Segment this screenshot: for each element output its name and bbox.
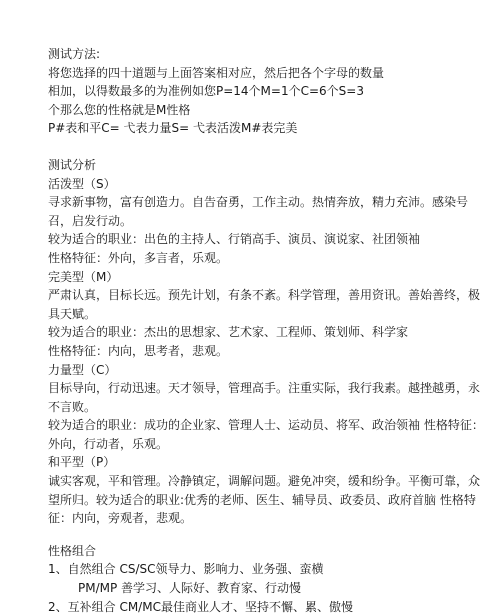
type-career-c: 较为适合的职业：成功的企业家、管理人士、运动员、将军、政治领袖 性格特征：外向，行动者，乐观。 [48, 418, 484, 451]
type-title-p: 和平型（P） [48, 455, 116, 470]
method-line-1: 将您选择的四十道题与上面答案相对应，然后把各个字母的数量 [48, 65, 385, 80]
document-body [48, 45, 488, 616]
type-title-s: 活泼型（S） [48, 176, 116, 191]
type-career-m: 较为适合的职业：杰出的思想家、艺术家、工程师、策划师、科学家 [48, 325, 409, 340]
type-desc-c: 目标导向，行动迅速。天才领导，管理高手。注重实际，我行我素。越挫越勇，永不言败。 [48, 381, 481, 414]
method-line-3: 个那么您的性格就是M性格 [48, 102, 191, 117]
type-traits-s: 性格特征：外向，多言者，乐观。 [48, 250, 229, 265]
combo-item-1b: PM/MP 善学习、人际好、教育家、行动慢 [78, 581, 302, 596]
combo-item-2: 2、互补组合 CM/MC最佳商业人才、坚持不懈、累、傲慢 [48, 599, 353, 614]
type-career-s: 较为适合的职业：出色的主持人、行销高手、演员、演说家、社团领袖 [48, 232, 421, 247]
type-traits-m: 性格特征：内向，思考者，悲观。 [48, 343, 229, 358]
method-line-2: 相加，以得数最多的为准例如您P=14个M=1个C=6个S=3 [48, 84, 364, 99]
type-title-c: 力量型（C） [48, 362, 117, 377]
type-desc-s: 寻求新事物，富有创造力。自告奋勇，工作主动。热情奔放，精力充沛。感染号召，启发行动。 [48, 195, 469, 228]
method-legend: P#表和平C= 弋表力量S= 弋表活泼M#表完美 [48, 121, 298, 136]
type-desc-p: 诚实客观，平和管理。冷静镇定，调解问题。避免冲突，缓和纷争。平衡可靠，众望所归。较为适合的职业:优秀的老师、医生、辅导员、政委员、政府首脑 性格特征：内向，旁观者，悲观。 [48, 474, 481, 526]
analysis-heading: 测试分析 [48, 157, 97, 172]
combos-heading: 性格组合 [48, 543, 97, 558]
combo-item-1: 1、自然组合 CS/SC领导力、影响力、业务强、蛮横 [48, 562, 324, 577]
spacer [48, 528, 488, 542]
method-heading: 测试方法: [48, 47, 101, 61]
spacer [48, 138, 488, 156]
type-title-m: 完美型（M） [48, 269, 119, 284]
type-desc-m: 严肃认真，目标长远。预先计划，有条不紊。科学管理，善用资讯。善始善终，极具天赋。 [48, 288, 481, 321]
